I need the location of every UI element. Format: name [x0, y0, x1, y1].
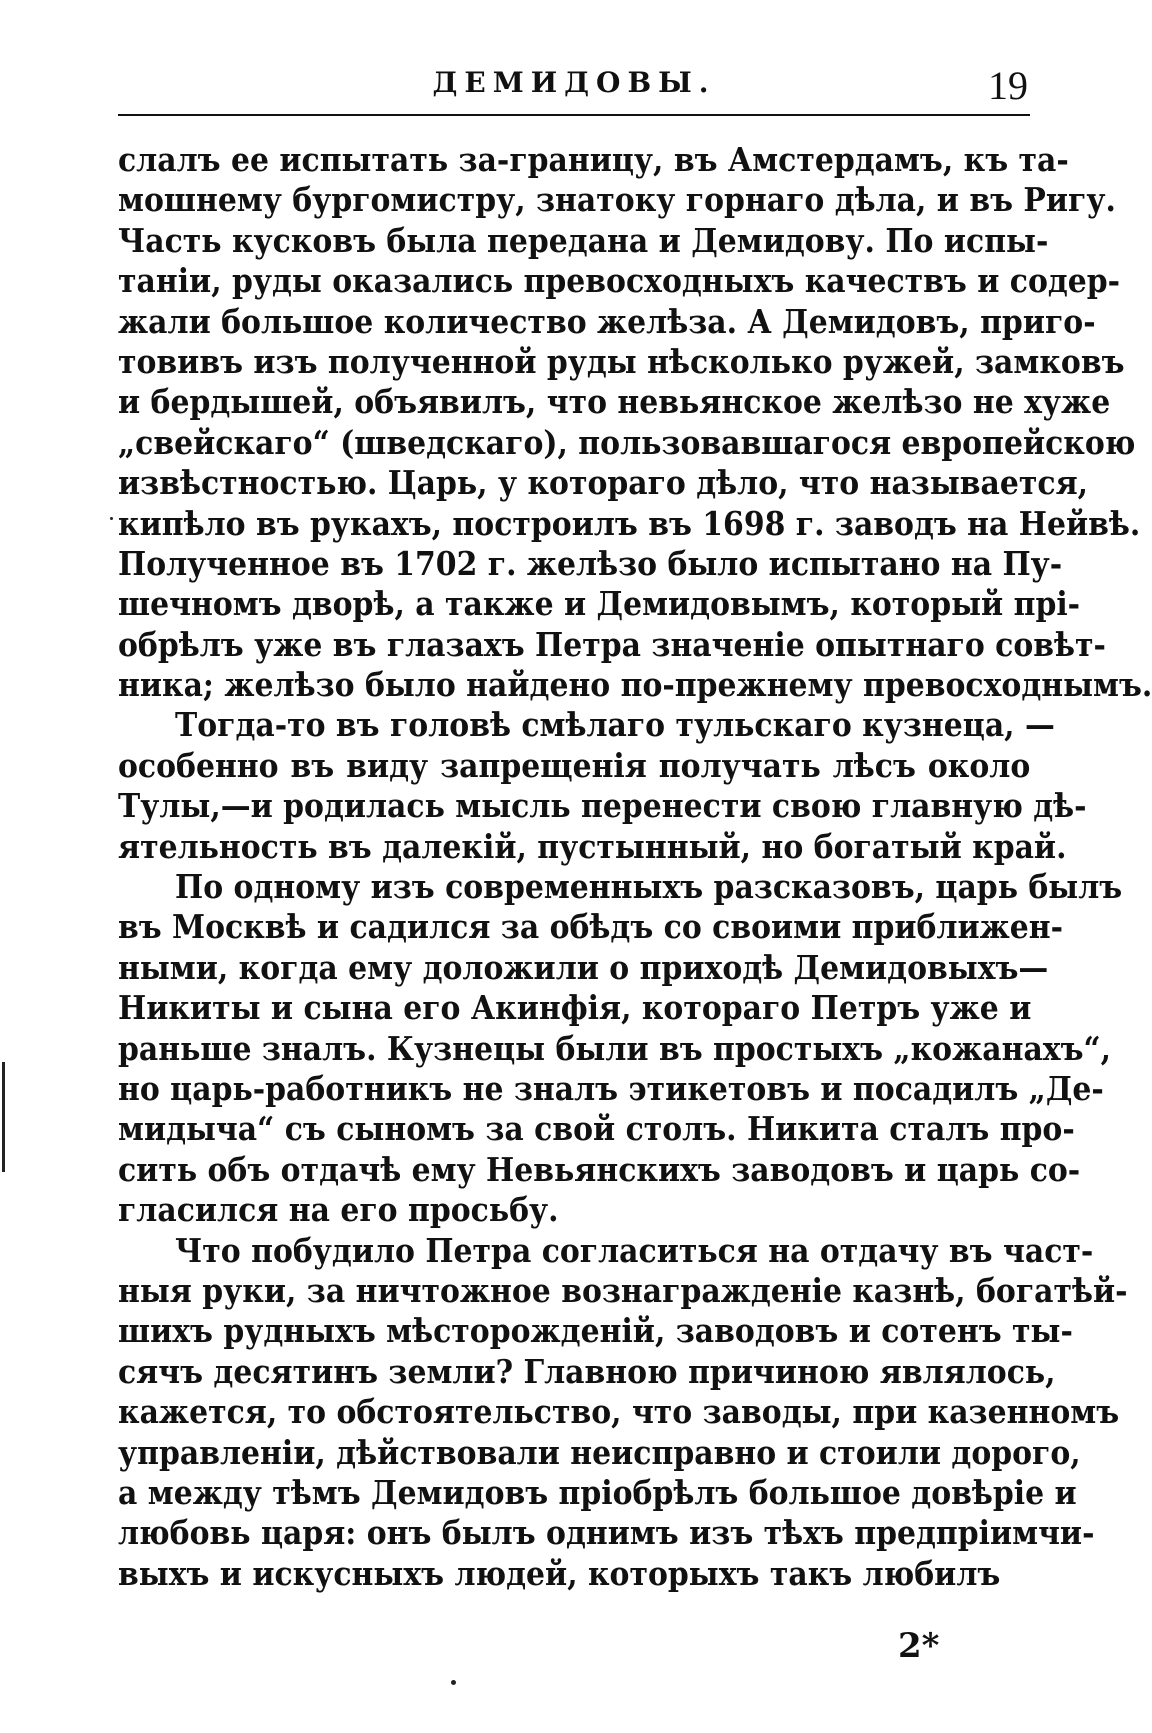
text-line: Никиты и сына его Акинфія, котораго Петръ уже и	[118, 988, 1032, 1028]
text-line: въ Москвѣ и садился за обѣдъ со своими приближен-	[118, 907, 1064, 947]
text-line: но царь-работникъ не зналъ этикетовъ и посадилъ „Де-	[118, 1068, 1104, 1108]
text-line: таніи, руды оказались превосходныхъ качествъ и содер-	[118, 261, 1121, 301]
running-head	[118, 62, 1030, 116]
text-line: и бердышей, объявилъ, что невьянское желѣзо не хуже	[118, 382, 1111, 422]
margin-scan-mark	[2, 1062, 5, 1172]
paragraph	[118, 867, 1123, 1231]
text-line: жали большое количество желѣза. А Демидовъ, приго-	[118, 301, 1096, 341]
text-line: шечномъ дворѣ, а также и Демидовымъ, который прі-	[118, 584, 1081, 624]
text-line: управленіи, дѣйствовали неисправно и стоили дорого,	[118, 1432, 1081, 1472]
text-line: Часть кусковъ была передана и Демидову. По испы-	[118, 220, 1049, 260]
margin-speck	[110, 517, 113, 520]
paragraph	[118, 1230, 1128, 1595]
body-text	[118, 140, 1152, 1594]
text-line: Что побудило Петра согласиться на отдачу въ част-	[175, 1230, 1094, 1270]
text-line: а между тѣмъ Демидовъ пріобрѣлъ большое довѣріе и	[118, 1472, 1077, 1512]
text-line: ятельность въ далекій, пустынный, но богатый край.	[118, 826, 1067, 866]
text-line: обрѣлъ уже въ глазахъ Петра значеніе опытнаго совѣт-	[118, 624, 1106, 664]
page-number: 19	[988, 63, 1028, 108]
text-line: мошнему бургомистру, знатоку горнаго дѣла, и въ Ригу.	[118, 180, 1116, 220]
text-line: выхъ и искусныхъ людей, которыхъ такъ любилъ	[118, 1553, 1001, 1593]
text-line: особенно въ виду запрещенія получать лѣсъ около	[118, 745, 1031, 785]
text-line: мидыча“ съ сыномъ за свой столъ. Никита сталъ про-	[118, 1109, 1075, 1149]
text-line: раньше зналъ. Кузнецы были въ простыхъ „кожанахъ“,	[118, 1028, 1112, 1068]
paragraph	[118, 705, 1087, 867]
text-line: Тулы,—и родилась мысль перенести свою главную дѣ-	[118, 786, 1087, 826]
paragraph	[118, 140, 1152, 705]
text-line: гласился на его просьбу.	[118, 1190, 559, 1230]
text-line: По одному изъ современныхъ разсказовъ, царь былъ	[175, 867, 1123, 907]
text-line: товивъ изъ полученной руды нѣсколько ружей, замковъ	[118, 341, 1125, 381]
signature-mark: 2*	[898, 1626, 940, 1666]
print-speck	[451, 1680, 456, 1685]
text-line: ныя руки, за ничтожное вознагражденіе казнѣ, богатѣй-	[118, 1270, 1128, 1310]
text-line: ными, когда ему доложили о приходѣ Демидовыхъ—	[118, 947, 1049, 987]
text-line: ника; желѣзо было найдено по-прежнему превосходнымъ.	[118, 665, 1152, 705]
text-line: любовь царя: онъ былъ однимъ изъ тѣхъ предпріимчи-	[118, 1513, 1095, 1553]
text-line: слалъ ее испытать за-границу, въ Амстердамъ, къ та-	[118, 140, 1069, 179]
text-line: кажется, то обстоятельство, что заводы, при казенномъ	[118, 1392, 1120, 1432]
text-line: шихъ рудныхъ мѣсторожденій, заводовъ и сотенъ ты-	[118, 1311, 1073, 1351]
text-line: Тогда-то въ головѣ смѣлаго тульскаго кузнеца, —	[175, 705, 1055, 745]
text-line: кипѣло въ рукахъ, построилъ въ 1698 г. заводъ на Нейвѣ.	[118, 503, 1141, 543]
text-line: сячъ десятинъ земли? Главною причиною являлось,	[118, 1351, 1056, 1391]
text-line: „свейскаго“ (шведскаго), пользовавшагося европейскою	[118, 422, 1136, 462]
text-line: извѣстностью. Царь, у котораго дѣло, что называется,	[118, 463, 1089, 503]
running-title: ДЕМИДОВЫ.	[432, 66, 716, 99]
text-line: сить объ отдачѣ ему Невьянскихъ заводовъ и царь со-	[118, 1149, 1081, 1189]
text-line: Полученное въ 1702 г. желѣзо было испытано на Пу-	[118, 543, 1063, 583]
